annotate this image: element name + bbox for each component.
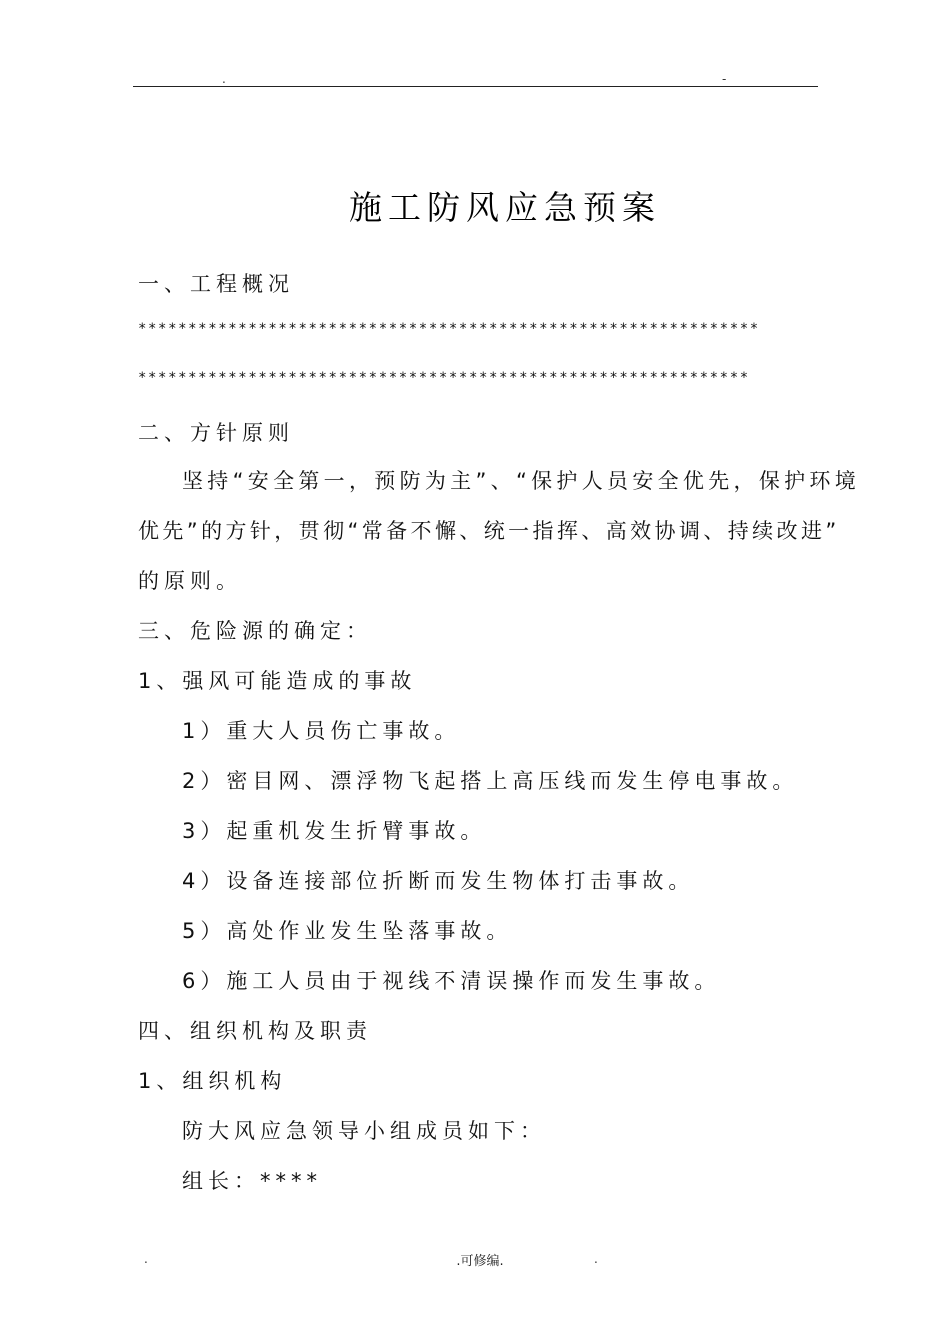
list-item: 6）施工人员由于视线不清误操作而发生事故。 bbox=[182, 969, 721, 993]
section-4-line-2: 组长：**** bbox=[182, 1169, 322, 1193]
header-right-mark: - bbox=[722, 72, 727, 86]
section-3-heading: 三、危险源的确定： bbox=[138, 619, 372, 643]
list-item: 3）起重机发生折臂事故。 bbox=[182, 819, 487, 843]
document-title: 施工防风应急预案 bbox=[349, 188, 661, 227]
section-1-redacted-line-1: ************************************************************** bbox=[138, 321, 760, 337]
section-4-heading: 四、组织机构及职责 bbox=[138, 1019, 372, 1043]
section-1-redacted-line-2: ************************************************************* bbox=[138, 370, 750, 386]
list-item: 1）重大人员伤亡事故。 bbox=[182, 719, 461, 743]
section-2-paragraph-line-1: 坚持“安全第一，预防为主”、“保护人员安全优先，保护环境 bbox=[182, 469, 861, 493]
list-item: 5）高处作业发生坠落事故。 bbox=[182, 919, 513, 943]
list-item: 2）密目网、漂浮物飞起搭上高压线而发生停电事故。 bbox=[182, 769, 799, 793]
footer-right-mark: . bbox=[594, 1252, 598, 1266]
section-4-subheading-1: 1、组织机构 bbox=[138, 1069, 287, 1093]
list-item: 4）设备连接部位折断而发生物体打击事故。 bbox=[182, 869, 695, 893]
header-rule bbox=[133, 86, 818, 87]
section-4-line-1: 防大风应急领导小组成员如下： bbox=[182, 1119, 546, 1143]
section-2-paragraph-line-2: 优先”的方针，贯彻“常备不懈、统一指挥、高效协调、持续改进” bbox=[138, 519, 840, 543]
section-1-heading: 一、工程概况 bbox=[138, 272, 294, 296]
section-3-subheading-1: 1、强风可能造成的事故 bbox=[138, 669, 417, 693]
section-2-heading: 二、方针原则 bbox=[138, 421, 294, 445]
section-2-paragraph-line-3: 的原则。 bbox=[138, 569, 242, 593]
footer-left-mark: . bbox=[144, 1252, 148, 1266]
footer-center-text: .可修编. bbox=[456, 1254, 504, 1269]
header-left-mark: . bbox=[222, 72, 226, 86]
